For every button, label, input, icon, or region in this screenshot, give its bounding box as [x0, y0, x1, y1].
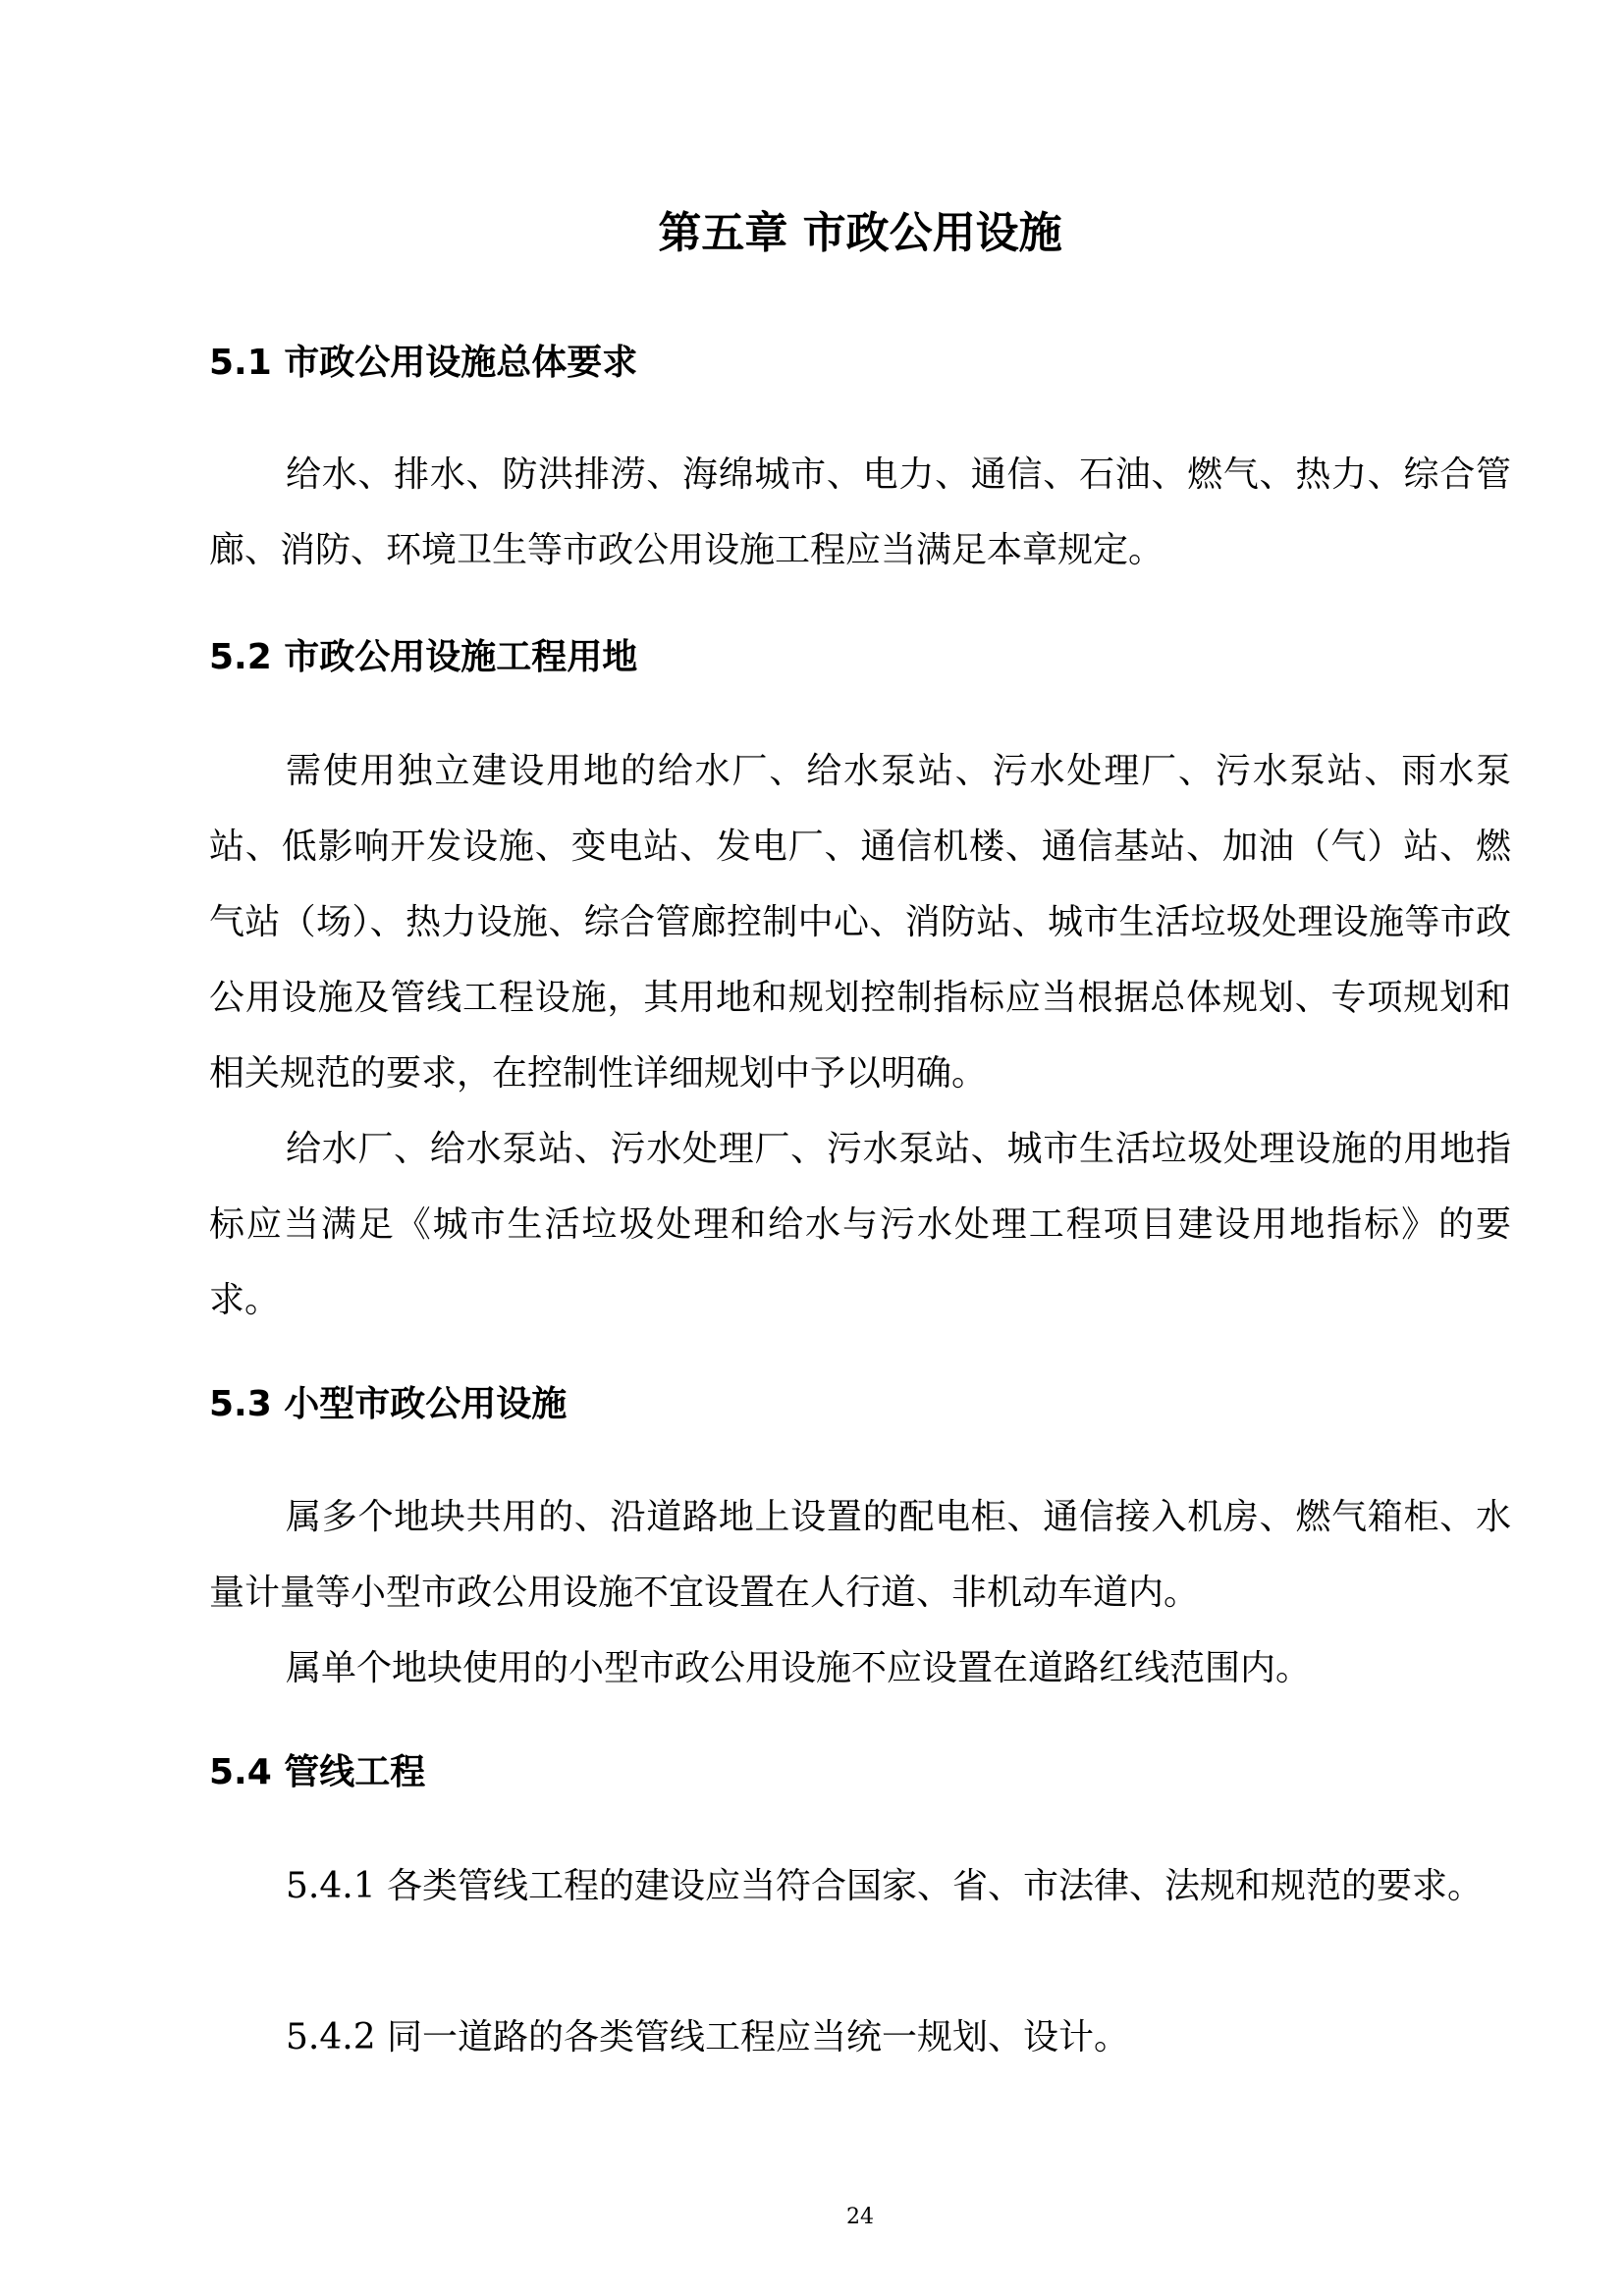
paragraph-5-4-1: 5.4.1 各类管线工程的建设应当符合国家、省、市法律、法规和规范的要求。 [286, 1866, 1484, 1906]
section-heading-5-1: 5.1 市政公用设施总体要求 [209, 343, 638, 383]
document-page [209, 0, 1511, 2296]
section-heading-5-3: 5.3 小型市政公用设施 [209, 1384, 568, 1424]
paragraph-5-4-2: 5.4.2 同一道路的各类管线工程应当统一规划、设计。 [286, 2017, 1130, 2057]
paragraph-5-3-1: 属多个地块共用的、沿道路地上设置的配电柜、通信接入机房、燃气箱柜、水量计量等小型市政公用设施不宜设置在人行道、非机动车道内。 [209, 1497, 1511, 1613]
section-heading-5-2: 5.2 市政公用设施工程用地 [209, 637, 638, 677]
section-heading-5-4: 5.4 管线工程 [209, 1752, 426, 1792]
paragraph-5-2-1: 需使用独立建设用地的给水厂、给水泵站、污水处理厂、污水泵站、雨水泵站、低影响开发设施、变电站、发电厂、通信机楼、通信基站、加油（气）站、燃气站（场）、热力设施、综合管廊控制中心、消防站、城市生活垃圾处理设施等市政公用设施及管线工程设施，其用地和规划控制指标应当根据总体规划、专项规划和相关规范的要求，在控制性详细规划中予以明确。 [209, 751, 1511, 1094]
paragraph-5-2-2: 给水厂、给水泵站、污水处理厂、污水泵站、城市生活垃圾处理设施的用地指标应当满足《城市生活垃圾处理和给水与污水处理工程项目建设用地指标》的要求。 [209, 1129, 1511, 1320]
paragraph-5-3-2: 属单个地块使用的小型市政公用设施不应设置在道路红线范围内。 [286, 1648, 1312, 1688]
chapter-title: 第五章 市政公用设施 [658, 208, 1062, 258]
paragraph-5-1-1: 给水、排水、防洪排涝、海绵城市、电力、通信、石油、燃气、热力、综合管廊、消防、环境卫生等市政公用设施工程应当满足本章规定。 [209, 454, 1511, 570]
page-number: 24 [846, 2205, 874, 2229]
